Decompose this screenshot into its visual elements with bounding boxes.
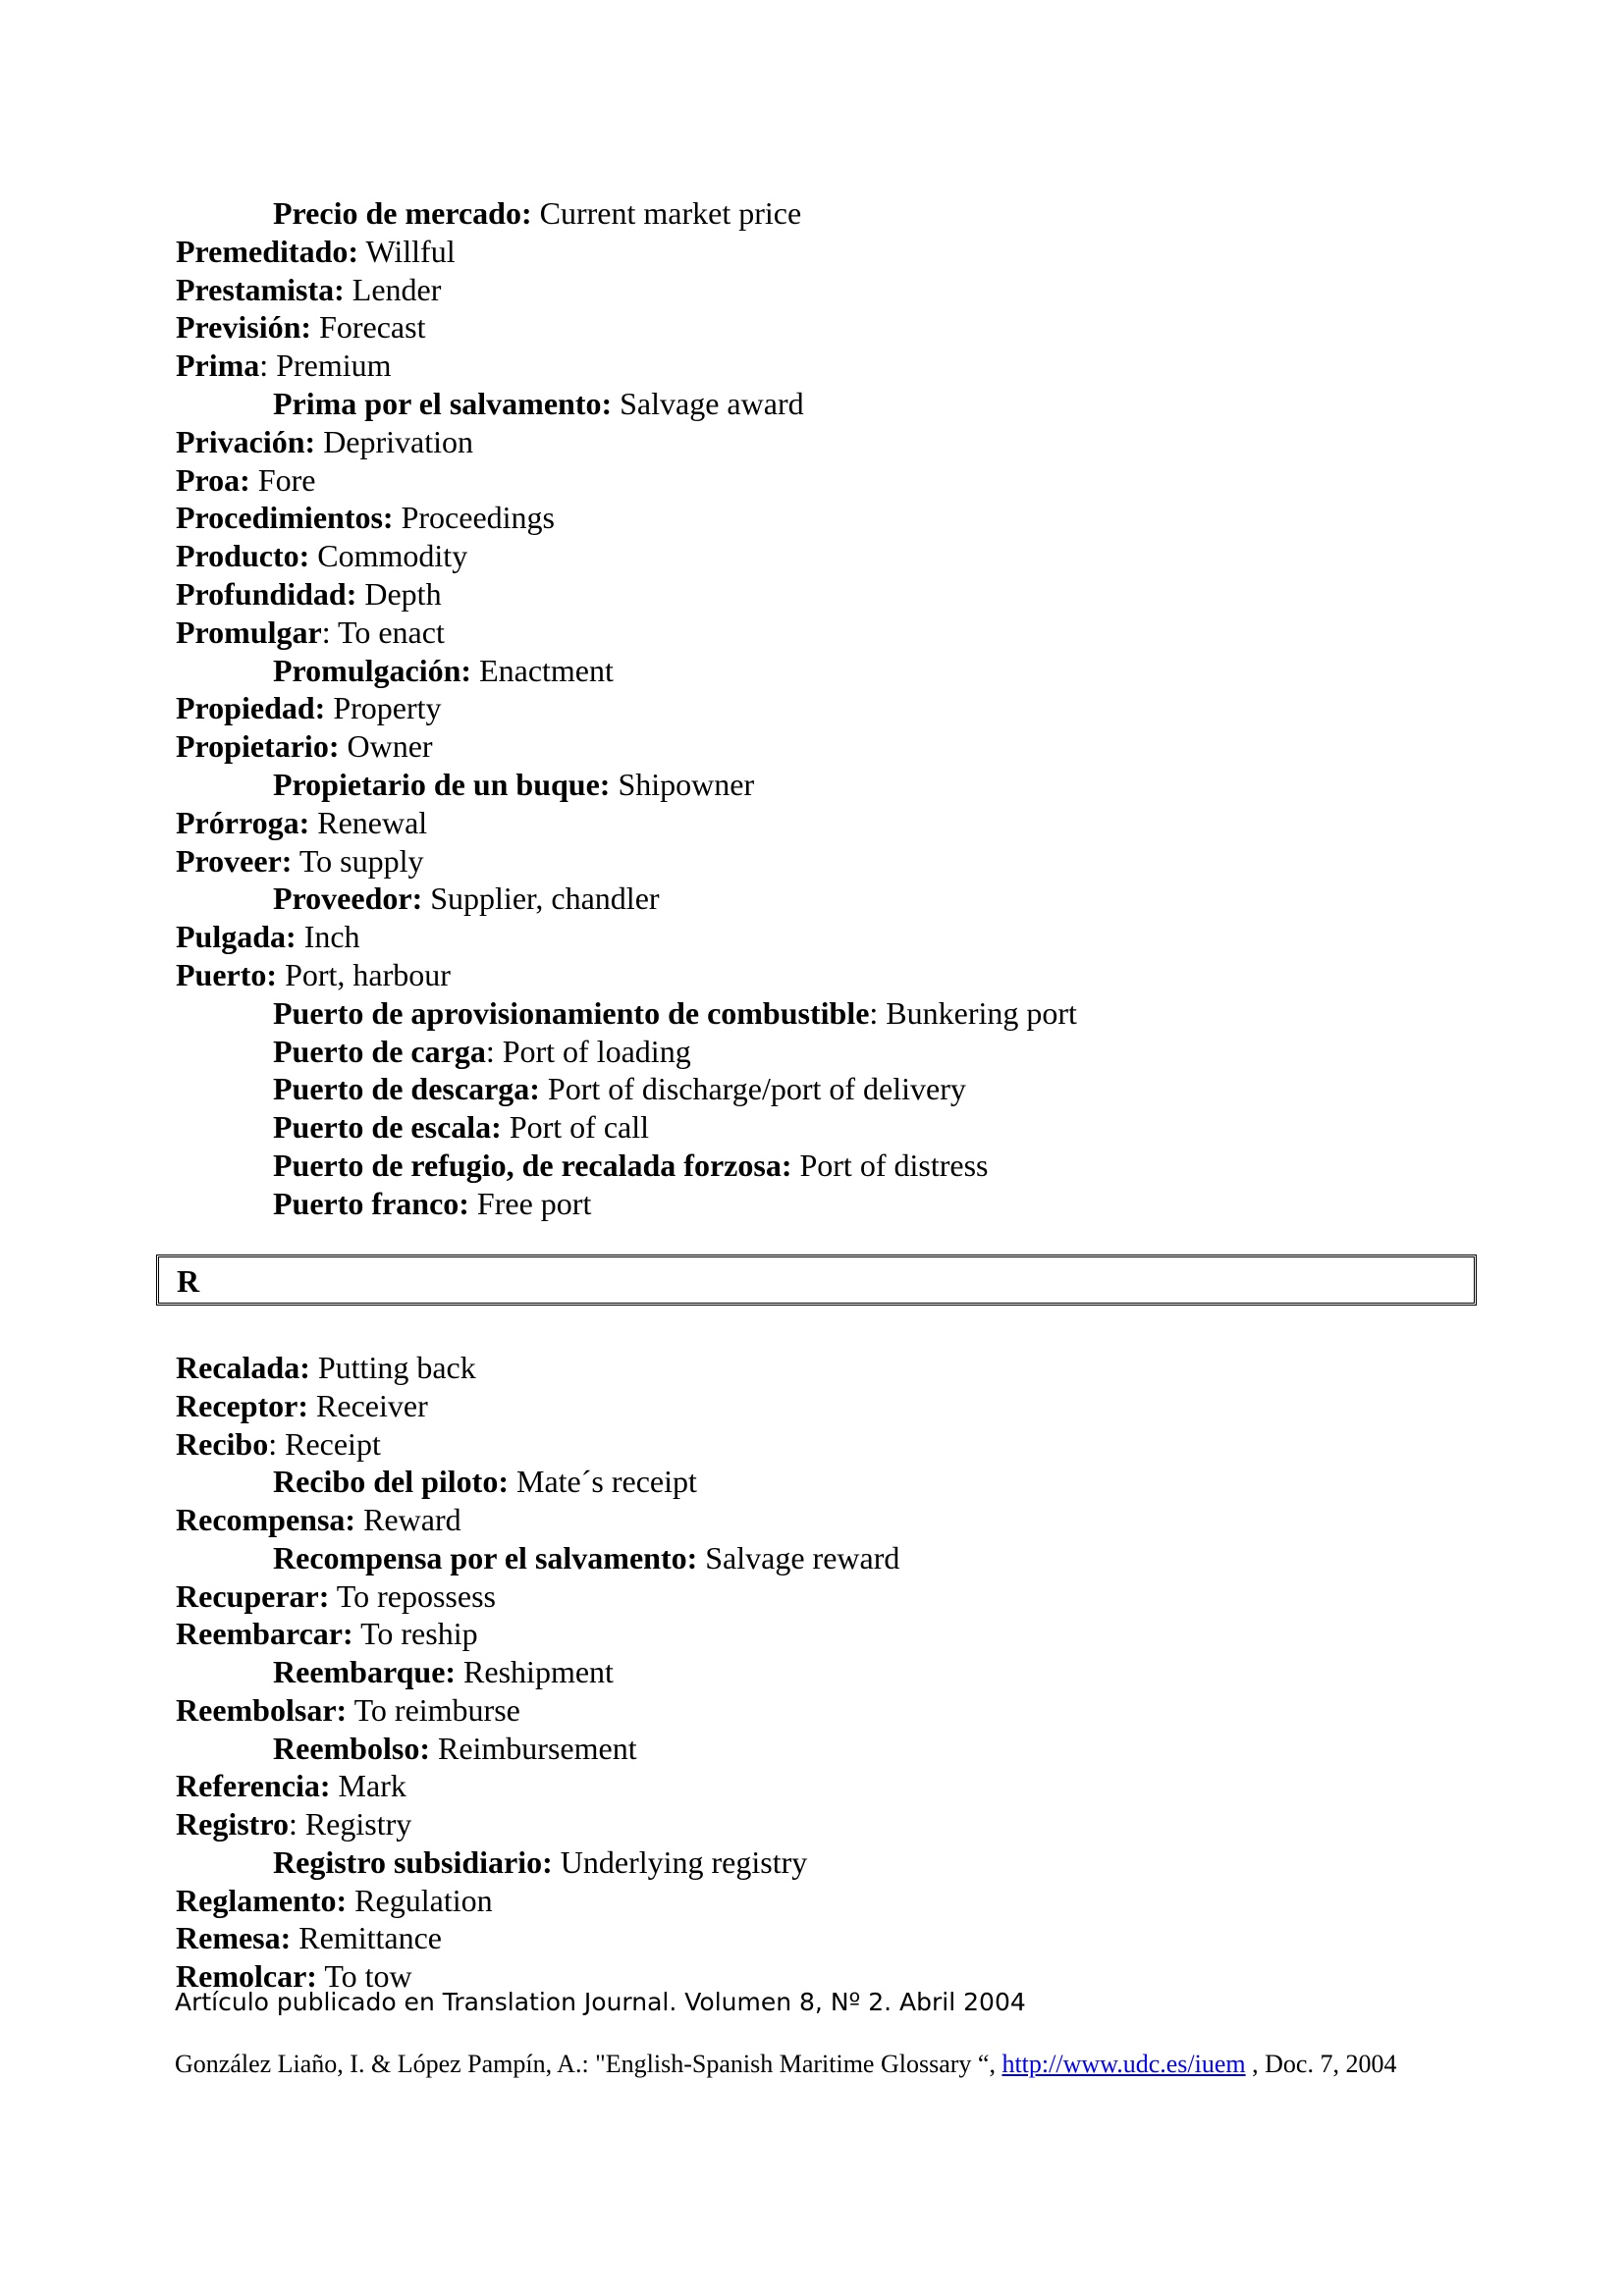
- translation: To reimburse: [353, 1691, 520, 1728]
- term-separator: :: [445, 1654, 457, 1689]
- term-separator: :: [281, 842, 293, 879]
- translation: Willful: [365, 233, 456, 269]
- translation: Salvage award: [620, 386, 804, 421]
- term-separator: :: [459, 1185, 469, 1221]
- term: Prórroga: [176, 804, 299, 840]
- term-separator: :: [345, 1502, 356, 1537]
- glossary-entry: [176, 271, 441, 308]
- section-letter: R: [177, 1263, 200, 1299]
- glossary-entry: [176, 1349, 476, 1386]
- term-separator: :: [529, 1071, 540, 1107]
- translation: Regulation: [354, 1882, 493, 1918]
- glossary-entry: [176, 233, 456, 270]
- term: Recompensa: [176, 1502, 346, 1537]
- term: Producto: [176, 538, 299, 574]
- term: Pulgada: [176, 919, 287, 955]
- translation: Forecast: [319, 309, 426, 346]
- term: Registro subsidiario: [273, 1843, 543, 1880]
- glossary-entry: [176, 727, 433, 765]
- term-separator: :: [348, 233, 359, 269]
- glossary-entry: [176, 1501, 461, 1538]
- term-separator: :: [601, 386, 613, 421]
- glossary-entry: [176, 918, 360, 955]
- translation: Registry: [304, 1806, 412, 1842]
- translation: Putting back: [317, 1350, 476, 1385]
- glossary-entry: [176, 1767, 406, 1804]
- term: Proveer: [176, 842, 282, 879]
- term-separator: :: [781, 1148, 792, 1183]
- term-separator: :: [319, 1768, 331, 1804]
- translation: Renewal: [317, 804, 428, 840]
- glossary-entry: [176, 423, 473, 460]
- term: Puerto de carga: [273, 1033, 486, 1069]
- glossary-subentry: [273, 1033, 691, 1070]
- term: Reglamento: [176, 1882, 337, 1918]
- term-separator: :: [280, 1920, 292, 1956]
- term-separator: :: [491, 1109, 502, 1146]
- glossary-subentry: [273, 652, 614, 689]
- term-separator: :: [419, 1730, 430, 1766]
- term-separator: :: [542, 1843, 553, 1880]
- translation: Port of distress: [799, 1148, 989, 1183]
- term-separator: :: [520, 195, 532, 231]
- translation: Enactment: [479, 652, 614, 688]
- glossary-subentry: [273, 1843, 807, 1881]
- term: Procedimientos: [176, 500, 383, 536]
- glossary-entry: [176, 537, 467, 574]
- translation: To tow: [324, 1958, 412, 1994]
- term-separator: :: [266, 957, 278, 992]
- term-separator: :: [288, 1806, 298, 1842]
- translation: Remittance: [298, 1920, 442, 1956]
- glossary-entry: [176, 1425, 381, 1463]
- glossary-subentry: [273, 385, 804, 422]
- translation: Premium: [276, 347, 392, 384]
- translation: Reshipment: [463, 1654, 614, 1689]
- term-separator: :: [298, 538, 310, 574]
- term: Registro: [176, 1806, 289, 1842]
- translation: Shipowner: [618, 767, 755, 802]
- term: Prima: [176, 347, 260, 384]
- term-separator: :: [343, 1616, 353, 1652]
- term-separator: :: [299, 1350, 310, 1385]
- term: Puerto de escala: [273, 1109, 492, 1146]
- translation: Current market price: [539, 195, 802, 231]
- term-separator: :: [485, 1033, 495, 1069]
- term: Previsión: [176, 309, 301, 346]
- term: Puerto de descarga: [273, 1071, 530, 1107]
- translation: Free port: [476, 1185, 592, 1221]
- term-separator: :: [346, 576, 357, 612]
- glossary-subentry: [273, 766, 754, 803]
- glossary-entry: [176, 1615, 478, 1652]
- translation: Supplier, chandler: [430, 881, 660, 917]
- translation: Fore: [257, 461, 316, 498]
- term: Reembarque: [273, 1654, 446, 1689]
- glossary-subentry: [273, 1147, 988, 1184]
- glossary-entry: [176, 1805, 411, 1842]
- term: Puerto de aprovisionamiento de combustible: [273, 994, 870, 1031]
- term-separator: :: [460, 652, 472, 688]
- term-separator: :: [314, 690, 326, 726]
- translation: Mark: [338, 1768, 406, 1804]
- term: Receptor: [176, 1387, 298, 1423]
- glossary-entry: [176, 804, 427, 841]
- term: Recuperar: [176, 1577, 319, 1614]
- glossary-entry: [176, 689, 442, 726]
- citation: [175, 2049, 1451, 2080]
- translation: To reship: [360, 1616, 478, 1652]
- glossary-subentry: [273, 1539, 899, 1576]
- translation: Deprivation: [323, 423, 474, 459]
- glossary-entry: [176, 842, 424, 880]
- translation: Receipt: [285, 1425, 381, 1462]
- glossary-entry: [176, 461, 315, 499]
- term: Promulgación: [273, 652, 461, 688]
- term-separator: :: [298, 1387, 309, 1423]
- glossary-entry: [176, 1691, 520, 1729]
- translation: Port of call: [509, 1109, 649, 1146]
- term: Propietario: [176, 728, 329, 765]
- term-separator: :: [240, 461, 250, 498]
- term-separator: :: [336, 1691, 348, 1728]
- term: Reembolsar: [176, 1691, 337, 1728]
- term: Remolcar: [176, 1958, 307, 1994]
- translation: Commodity: [317, 538, 468, 574]
- term: Prima por el salvamento: [273, 386, 602, 421]
- term: Recompensa por el salvamento: [273, 1539, 687, 1575]
- term-separator: :: [411, 881, 423, 917]
- translation: To repossess: [336, 1577, 496, 1614]
- translation: Reward: [363, 1502, 461, 1537]
- term-separator: :: [300, 309, 312, 346]
- glossary-subentry: [273, 1653, 614, 1690]
- translation: Proceedings: [401, 500, 555, 536]
- translation: Bunkering port: [886, 994, 1077, 1031]
- term-separator: :: [286, 919, 297, 955]
- term: Referencia: [176, 1768, 320, 1804]
- glossary-entry: [176, 956, 451, 993]
- citation-suffix: , Doc. 7, 2004: [1245, 2050, 1397, 2078]
- term-separator: :: [334, 271, 345, 307]
- translation: Reimbursement: [437, 1730, 637, 1766]
- term-separator: :: [268, 1425, 278, 1462]
- term-separator: :: [328, 728, 340, 765]
- translation: Mate´s receipt: [515, 1464, 697, 1500]
- term: Puerto de refugio, de recalada forzosa: [273, 1148, 782, 1183]
- term-separator: :: [321, 614, 331, 650]
- translation: Salvage reward: [705, 1539, 900, 1575]
- citation-link[interactable]: http://www.udc.es/iuem: [1001, 2050, 1246, 2078]
- translation: Inch: [303, 919, 360, 955]
- term-separator: :: [336, 1882, 348, 1918]
- glossary-subentry: [273, 1185, 591, 1222]
- term: Propietario de un buque: [273, 767, 600, 802]
- glossary-subentry: [273, 1730, 637, 1767]
- term: Precio de mercado: [273, 195, 521, 231]
- citation-prefix: González Liaño, I. & López Pampín, A.: "English-Spanish Maritime Glossary “,: [175, 2050, 1002, 2078]
- term: Puerto franco: [273, 1185, 460, 1221]
- term-separator: :: [318, 1577, 330, 1614]
- translation: Port of discharge/port of delivery: [547, 1071, 966, 1107]
- glossary-entry: [176, 499, 555, 536]
- translation: Lender: [352, 271, 442, 307]
- glossary-subentry: [273, 880, 660, 917]
- term-separator: :: [259, 347, 269, 384]
- term-separator: :: [382, 500, 394, 536]
- translation: Owner: [347, 728, 433, 765]
- glossary-entry: [176, 1577, 496, 1615]
- glossary-subentry: [273, 1070, 966, 1107]
- glossary-entry: [176, 575, 442, 613]
- glossary-entry: [176, 347, 392, 384]
- term-separator: :: [298, 804, 310, 840]
- glossary-entry: [176, 614, 445, 651]
- term-separator: :: [306, 1958, 317, 1994]
- translation: Property: [333, 690, 442, 726]
- section-header-r: [156, 1255, 1477, 1306]
- term-separator: :: [686, 1539, 698, 1575]
- term-separator: :: [869, 994, 879, 1031]
- term-separator: :: [498, 1464, 509, 1500]
- term: Profundidad: [176, 576, 347, 612]
- glossary-entry: [176, 1919, 442, 1956]
- term: Recibo: [176, 1425, 269, 1462]
- term: Reembolso: [273, 1730, 420, 1766]
- translation: Port, harbour: [285, 957, 451, 992]
- term: Recibo del piloto: [273, 1464, 499, 1500]
- term: Reembarcar: [176, 1616, 343, 1652]
- glossary-subentry: [273, 194, 801, 232]
- term: Puerto: [176, 957, 267, 992]
- translation: Underlying registry: [560, 1843, 808, 1880]
- term: Remesa: [176, 1920, 281, 1956]
- translation: Depth: [364, 576, 442, 612]
- term: Premeditado: [176, 233, 349, 269]
- translation: To enact: [338, 614, 445, 650]
- term-separator: :: [599, 767, 611, 802]
- term: Privación: [176, 423, 305, 459]
- translation: Receiver: [316, 1387, 428, 1423]
- glossary-subentry: [273, 1108, 649, 1146]
- term: Prestamista: [176, 271, 335, 307]
- term-separator: :: [304, 423, 316, 459]
- glossary-entry: [176, 1387, 428, 1424]
- term: Proveedor: [273, 881, 412, 917]
- term: Recalada: [176, 1350, 300, 1385]
- glossary-entry: [176, 308, 425, 346]
- glossary-entry: [176, 1882, 493, 1919]
- translation: Port of loading: [502, 1033, 691, 1069]
- publication-note: Artículo publicado en Translation Journal. Volumen 8, Nº 2. Abril 2004: [175, 1988, 1026, 2016]
- translation: To supply: [298, 842, 424, 879]
- term: Proa: [176, 461, 241, 498]
- term: Propiedad: [176, 690, 315, 726]
- glossary-subentry: [273, 994, 1077, 1032]
- glossary-subentry: [273, 1463, 697, 1500]
- term: Promulgar: [176, 614, 322, 650]
